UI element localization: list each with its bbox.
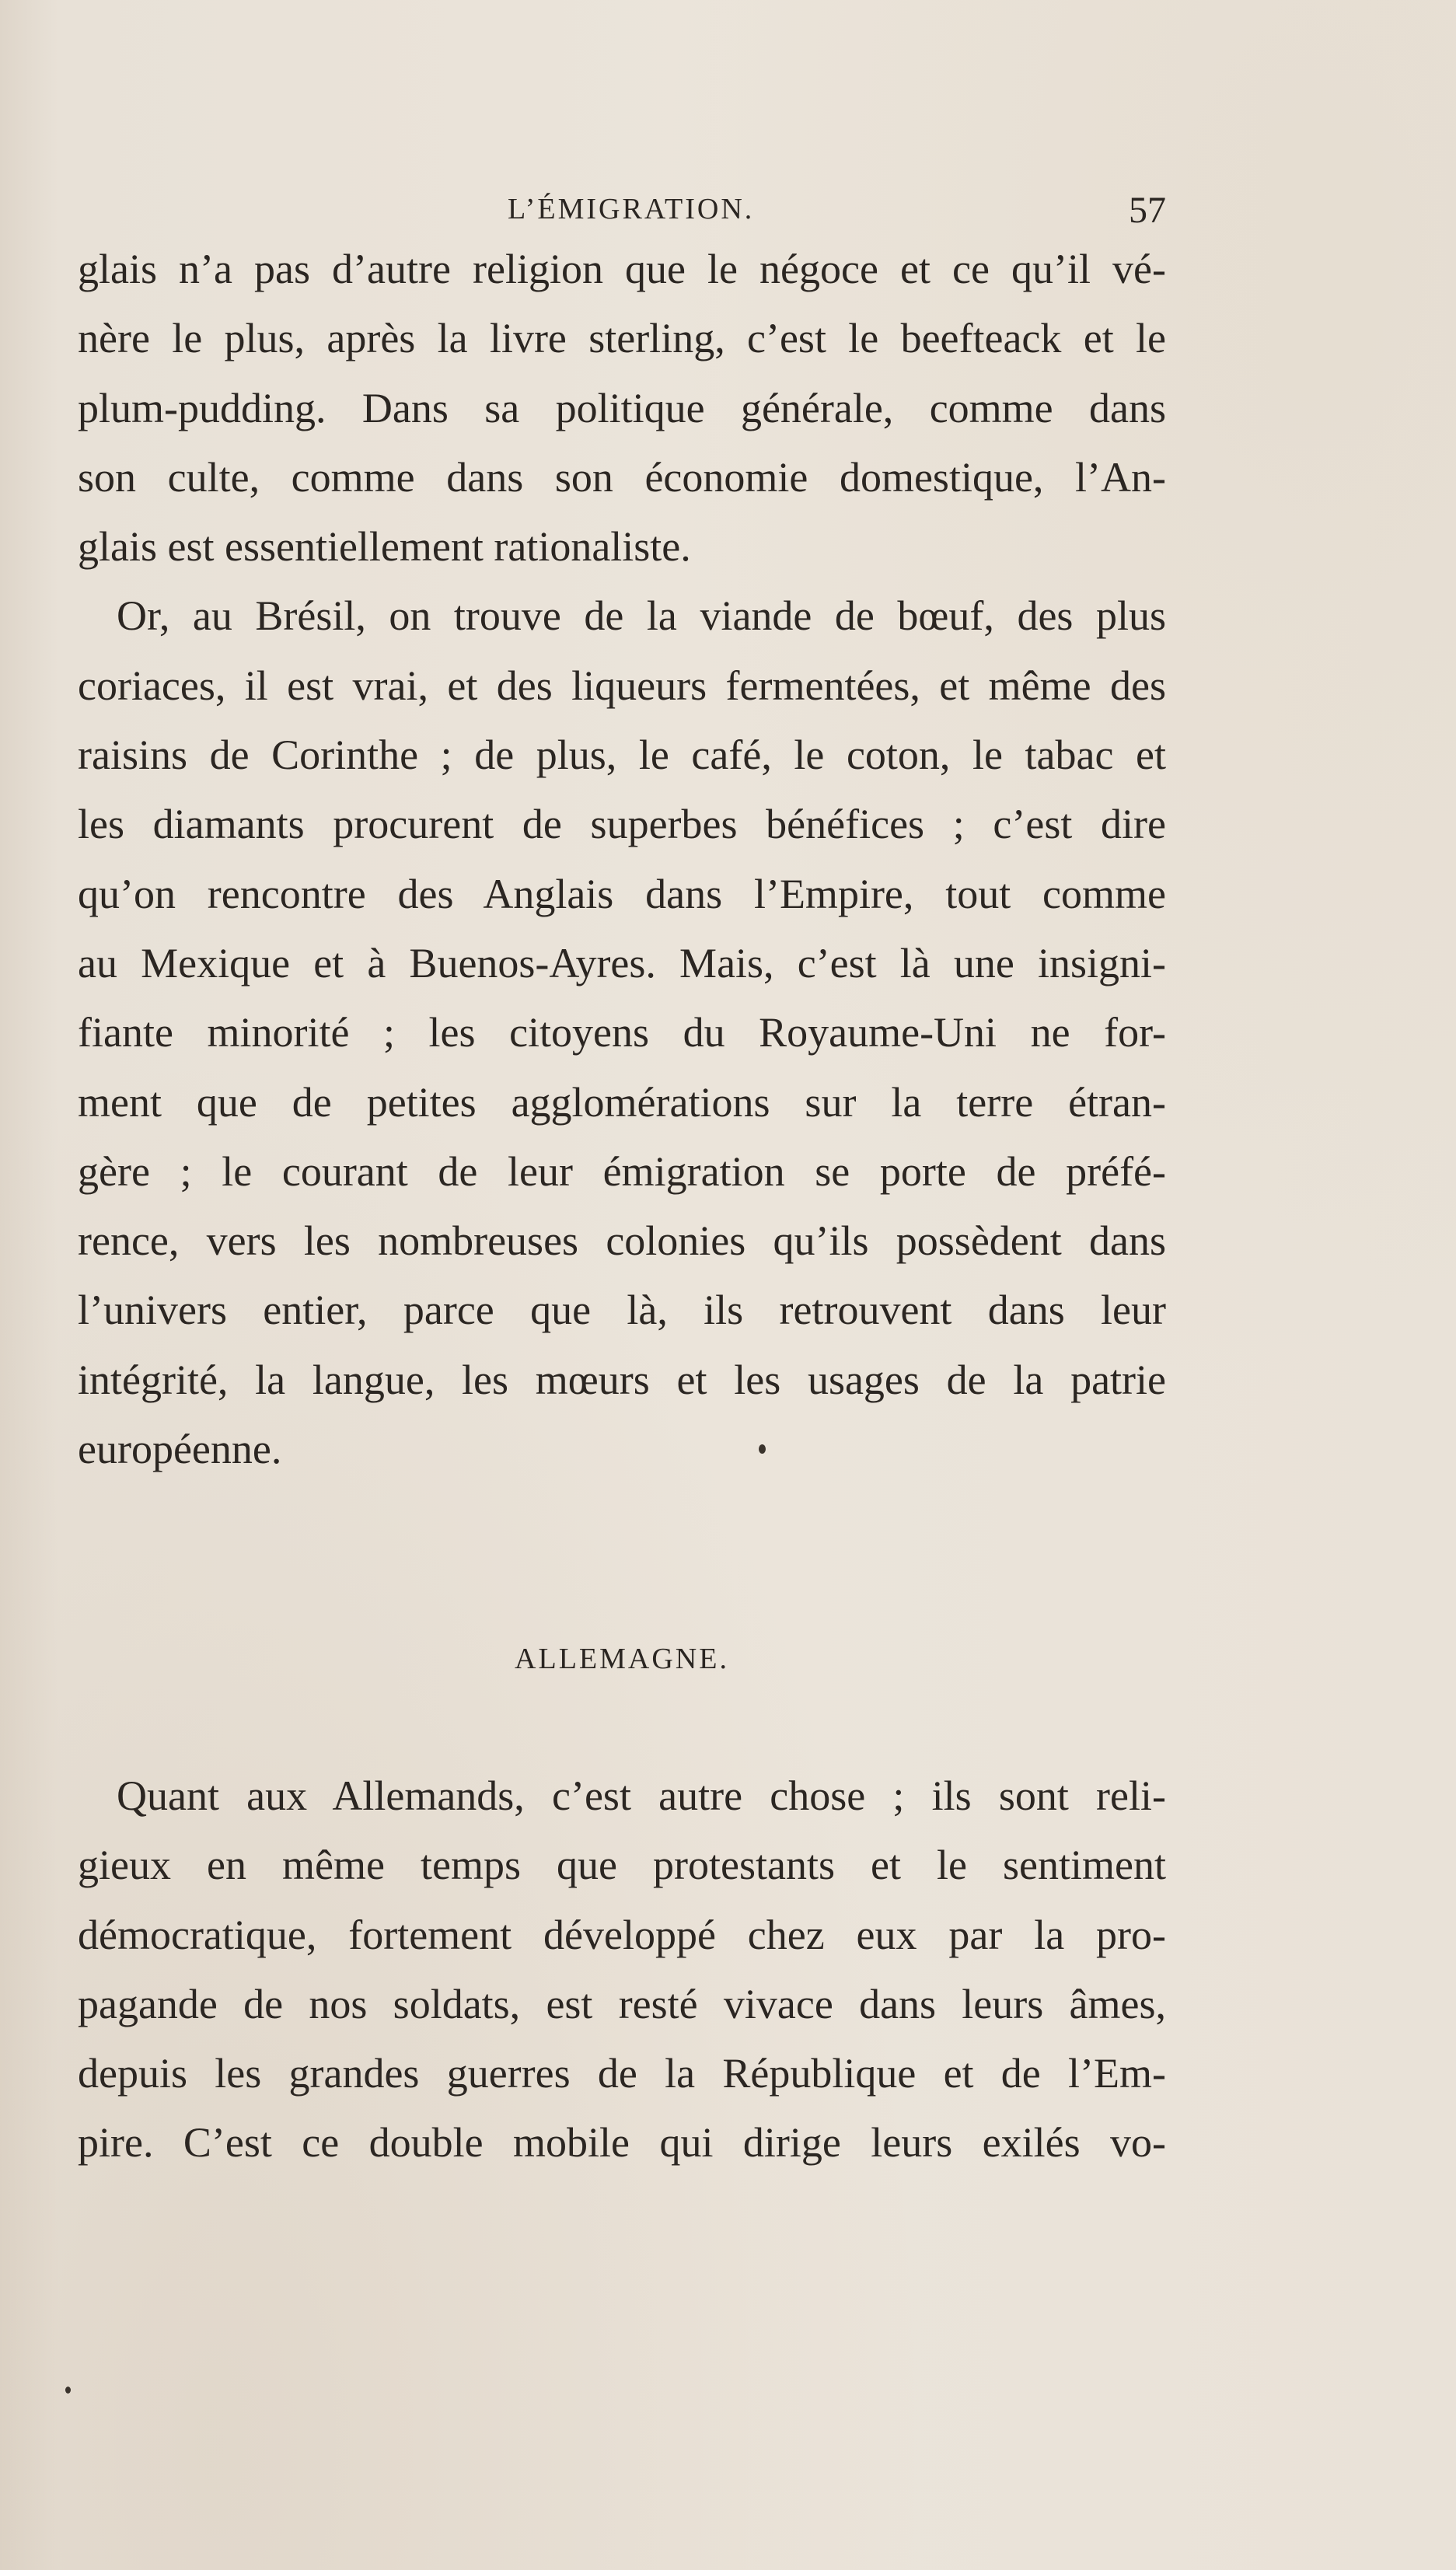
text-line: européenne. xyxy=(78,1426,282,1473)
text-line: qu’on rencontre des Anglais dans l’Empire, tout comme xyxy=(78,870,1166,917)
text-line: coriaces, il est vrai, et des liqueurs fermentées, et même des xyxy=(78,662,1166,709)
text-line: au Mexique et à Buenos-Ayres. Mais, c’est là une insigni- xyxy=(78,939,1166,986)
body-text-bottom xyxy=(78,1762,1166,2178)
text-line: gieux en même temps que protestants et le sentiment xyxy=(78,1842,1166,1889)
text-line: glais n’a pas d’autre religion que le négoce et ce qu’il vé- xyxy=(78,246,1166,292)
running-head xyxy=(78,189,1166,236)
ink-speck xyxy=(65,2387,71,2394)
text-line: gère ; le courant de leur émigration se porte de préfé- xyxy=(78,1147,1166,1195)
text-line: depuis les grandes guerres de la République et de l’Em- xyxy=(78,2050,1166,2097)
text-line: l’univers entier, parce que là, ils retrouvent dans leur xyxy=(78,1287,1166,1334)
text-line: pire. C’est ce double mobile qui dirige leurs exilés vo- xyxy=(78,2119,1166,2167)
text-line: glais est essentiellement rationaliste. xyxy=(78,523,691,571)
text-line: pagande de nos soldats, est resté vivace dans leurs âmes, xyxy=(78,1980,1166,2027)
text-line: intégrité, la langue, les mœurs et les usages de la patrie xyxy=(78,1356,1166,1403)
text-line: raisins de Corinthe ; de plus, le café, le coton, le tabac et xyxy=(78,732,1166,779)
paragraph-bresil xyxy=(78,581,1166,1484)
section-heading: ALLEMAGNE. xyxy=(515,1643,729,1675)
text-line: fiante minorité ; les citoyens du Royaume-Uni ne for- xyxy=(78,1009,1166,1056)
text-line: Quant aux Allemands, c’est autre chose ; ils sont reli- xyxy=(117,1772,1166,1819)
text-line: son culte, comme dans son économie domestique, l’An- xyxy=(78,453,1166,501)
text-line: plum-pudding. Dans sa politique générale, comme dans xyxy=(78,384,1166,431)
ink-speck xyxy=(759,1444,766,1454)
body-text-top xyxy=(78,235,1166,1484)
paragraph-continuation xyxy=(78,235,1166,581)
text-line: rence, vers les nombreuses colonies qu’ils possèdent dans xyxy=(78,1217,1166,1265)
text-line: ment que de petites agglomérations sur la terre étran- xyxy=(78,1078,1166,1126)
text-line: Or, au Brésil, on trouve de la viande de bœuf, des plus xyxy=(117,592,1166,640)
text-line: nère le plus, après la livre sterling, c’est le beefteack et le xyxy=(78,315,1166,362)
running-title: L’ÉMIGRATION. xyxy=(508,193,755,225)
text-line: les diamants procurent de superbes bénéfices ; c’est dire xyxy=(78,801,1166,848)
text-line: démocratique, fortement développé chez eux par la pro- xyxy=(78,1911,1166,1958)
paragraph-allemands xyxy=(78,1762,1166,2178)
page-number: 57 xyxy=(1129,190,1166,231)
